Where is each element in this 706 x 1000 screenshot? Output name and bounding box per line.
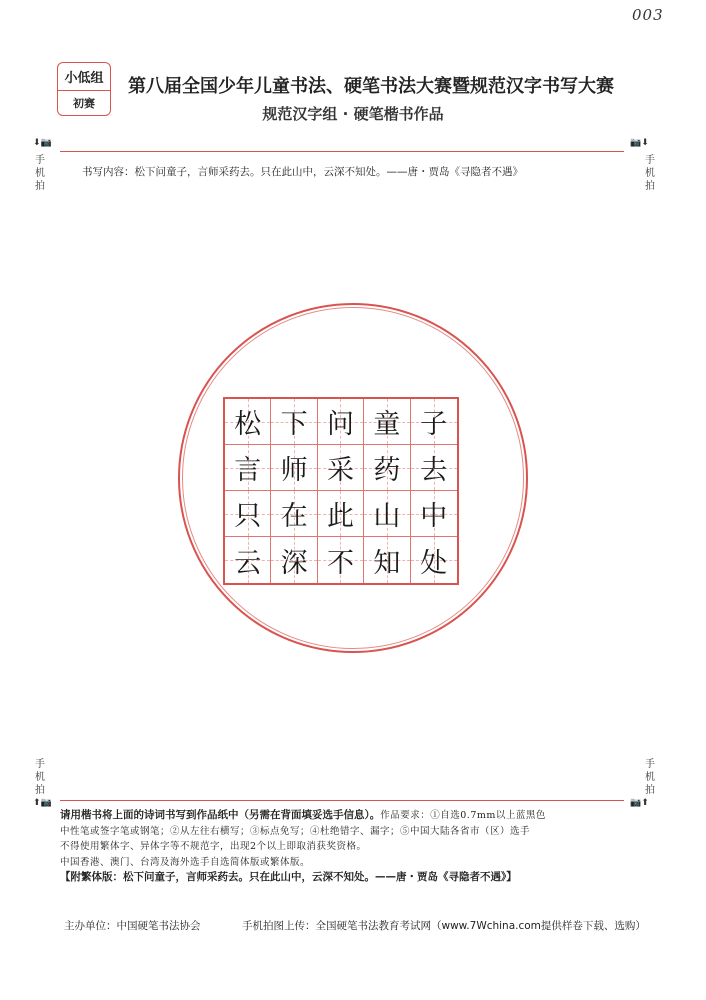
grid-cell [364,445,410,491]
requirements-text: 作品要求：①自选0.7mm以上蓝黑色 [380,810,546,821]
grid-cell [318,537,364,583]
organizer-text: 主办单位：中国硬笔书法协会 [64,920,201,932]
grid-cell [271,399,317,445]
phone-shoot-label: 手机拍 [645,155,655,192]
grid-cell [271,445,317,491]
grid-character: 只 [234,501,262,532]
grid-cell [318,399,364,445]
requirements-line: 中性笔或签字笔或钢笔；②从左往右横写；③标点免写；④杜绝错字、漏字；⑤中国大陆各省市（区）选手 [60,825,531,837]
grid-cell [411,445,457,491]
grid-character: 采 [326,455,354,486]
grid-character: 知 [373,547,401,579]
grid-cell [225,445,271,491]
grid-character: 不 [326,547,354,579]
grid-character: 深 [280,547,308,579]
grid-cell [225,537,271,583]
grid-character: 在 [280,501,308,532]
upload-info-text: 手机拍图上传：全国硬笔书法教育考试网（www.7Wchina.com提供样卷下载、选购） [242,920,646,932]
camera-corner-icon: 📷⬆ [630,798,649,808]
stamp-group-label: 小低组 [58,63,110,91]
grid-character: 言 [234,455,262,486]
grid-character: 问 [326,409,354,440]
grid-character: 处 [420,547,448,579]
requirements-line [60,808,650,824]
top-border-line [60,151,624,152]
grid-character: 童 [373,409,401,440]
page-title: 第八届全国少年儿童书法、硬笔书法大赛暨规范汉字书写大赛 [128,76,614,97]
grid-character: 云 [234,547,262,579]
stamp-round-label: 初赛 [73,96,95,110]
phone-shoot-label: 手机拍 [35,759,45,796]
page-number: 003 [632,6,664,24]
grid-cell [364,537,410,583]
grid-character: 此 [326,501,354,532]
requirements-line: 不得使用繁体字、异体字等不规范字，出现2个以上即取消获奖资格。 [60,841,367,852]
grid-cell [411,399,457,445]
grid-cell [411,491,457,537]
grid-character: 中 [420,501,448,532]
camera-corner-icon: ⬇📷 [33,138,52,148]
grid-character: 子 [420,409,448,440]
grid-cell [225,491,271,537]
grid-cell [271,537,317,583]
phone-shoot-label: 手机拍 [645,759,655,796]
grid-cell [411,537,457,583]
camera-corner-icon: ⬆📷 [33,798,52,808]
grid-character: 山 [373,501,401,532]
grid-cell [225,399,271,445]
grid-cell [318,491,364,537]
writing-grid [223,397,459,585]
traditional-version-note: 【附繁体版：松下问童子，言师采药去。只在此山中，云深不知处。——唐・贾岛《寻隐者不遇》】 [60,871,517,883]
page-subtitle: 规范汉字组 · 硬笔楷书作品 [262,105,444,123]
camera-corner-icon: 📷⬇ [630,138,649,148]
grid-character: 松 [234,409,262,440]
grid-character: 师 [280,455,308,486]
grid-cell [364,491,410,537]
requirements-instruction: 请用楷书将上面的诗词书写到作品纸中（另需在背面填妥选手信息）。 [60,809,381,821]
grid-character: 药 [373,455,401,486]
bottom-border-line [60,800,624,801]
phone-shoot-label: 手机拍 [35,155,45,192]
grid-character: 去 [420,455,448,486]
requirements-line: 中国香港、澳门、台湾及海外选手自选简体版或繁体版。 [60,856,311,868]
grid-character: 下 [280,409,308,440]
grid-cell [318,445,364,491]
requirements-block [60,808,650,886]
grid-cell [364,399,410,445]
grid-cell [271,491,317,537]
writing-content: 书写内容：松下问童子，言师采药去。只在此山中，云深不知处。——唐・贾岛《寻隐者不遇》 [82,166,523,178]
